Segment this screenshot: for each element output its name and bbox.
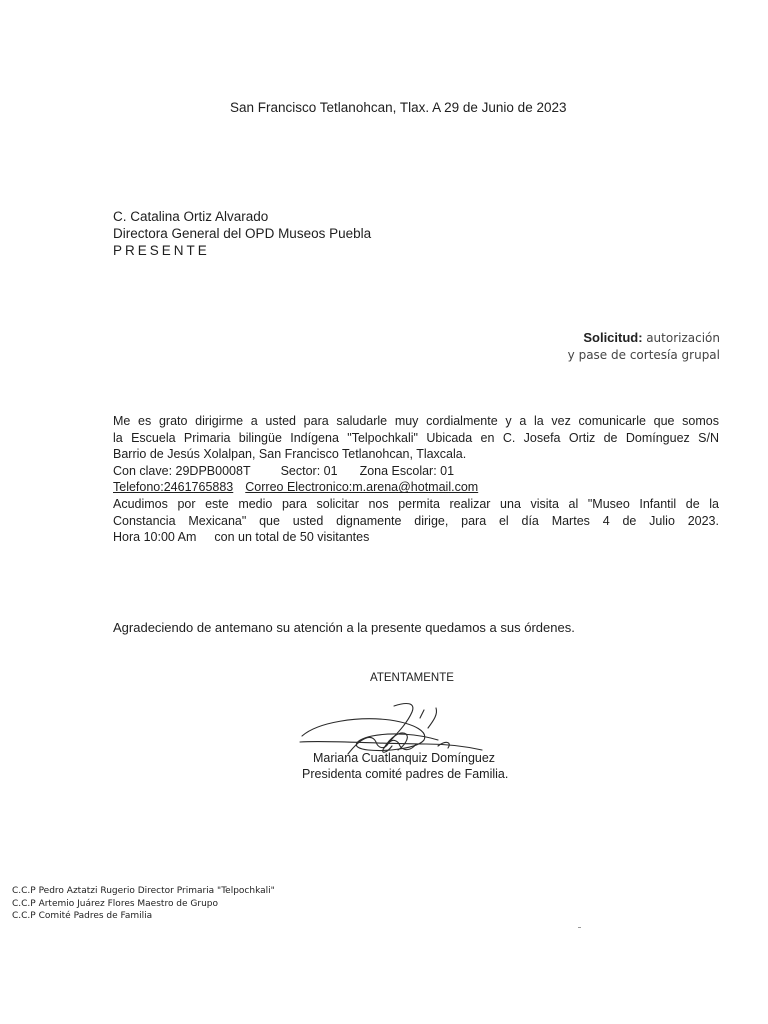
school-clave: Con clave: 29DPB0008T: [113, 463, 251, 478]
subject-label: Solicitud:: [583, 330, 643, 345]
school-codes-line: [113, 463, 719, 480]
contact-line: [113, 479, 719, 496]
signer-name: Mariana Cuatlanquiz Domínguez: [313, 751, 496, 765]
visit-total: con un total de 50 visitantes: [214, 530, 370, 545]
school-zona: Zona Escolar: 01: [359, 463, 455, 478]
subject-line-1: [583, 330, 720, 345]
date-line: San Francisco Tetlanohcan, Tlax. A 29 de Junio de 2023: [230, 100, 567, 115]
recipient-name: C. Catalina Ortiz Alvarado: [113, 209, 269, 224]
subject-text-1: autorización: [646, 331, 720, 345]
school-sector: Sector: 01: [280, 463, 338, 478]
body-line-6: Acudimos por este medio para solicitar nos permita realizar una visita al "Museo Infantil de la: [113, 496, 719, 511]
body-line-1: Me es grato dirigirme a usted para saludarle muy cordialmente y a la vez comunicarle que somos: [113, 414, 719, 428]
signer-role: Presidenta comité padres de Familia.: [302, 767, 509, 781]
body-line-3: Barrio de Jesús Xolalpan, San Francisco Tetlanohcan, Tlaxcala.: [113, 447, 467, 462]
letter-body: [113, 413, 719, 546]
subject-text-2: y pase de cortesía grupal: [567, 348, 720, 362]
closing-line: Agradeciendo de antemano su atención a la presente quedamos a sus órdenes.: [113, 620, 575, 635]
ccp-line-1: C.C.P Pedro Aztatzi Rugerio Director Primaria "Telpochkali": [12, 886, 275, 896]
visit-time-line: [113, 529, 719, 546]
ccp-line-3: C.C.P Comité Padres de Familia: [12, 911, 153, 921]
contact-telefono: Telefono:2461765883: [113, 480, 234, 495]
presente-label: PRESENTE: [113, 243, 210, 258]
ccp-line-2: C.C.P Artemio Juárez Flores Maestro de Grupo: [12, 899, 219, 909]
body-line-7: Constancia Mexicana" que usted dignamente dirige, para el día Martes 4 de Julio 2023.: [113, 513, 719, 528]
recipient-title: Directora General del OPD Museos Puebla: [113, 226, 372, 241]
body-line-2: la Escuela Primaria bilingüe Indígena "Telpochkali" Ubicada en C. Josefa Ortiz de Domínguez S/N: [113, 430, 719, 445]
atentamente-label: ATENTAMENTE: [370, 672, 454, 684]
subject-line-2: [568, 347, 720, 362]
scan-speck: [578, 927, 581, 928]
contact-correo: Correo Electronico:m.arena@hotmail.com: [245, 480, 479, 495]
visit-hora: Hora 10:00 Am: [113, 530, 197, 545]
